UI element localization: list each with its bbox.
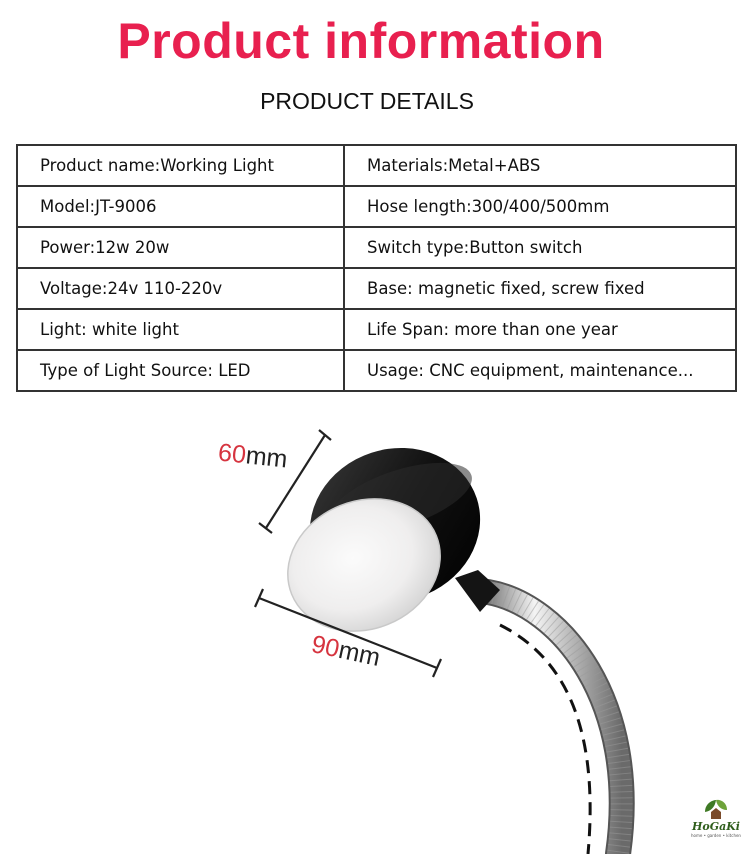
- width-unit: mm: [336, 635, 383, 672]
- height-unit: mm: [244, 441, 289, 474]
- spec-table: [16, 144, 737, 392]
- table-row: [17, 268, 736, 309]
- table-row: [17, 145, 736, 186]
- page-title: Product information: [117, 13, 605, 69]
- spec-cell: Hose length:300/400/500mm: [344, 186, 736, 227]
- spec-cell: Voltage:24v 110-220v: [17, 268, 344, 309]
- work-light-illustration: [0, 400, 750, 854]
- table-row: [17, 350, 736, 391]
- logo-wordmark: HoGaKi: [692, 820, 740, 833]
- width-value: 90: [308, 630, 342, 664]
- spec-cell: Materials:Metal+ABS: [344, 145, 736, 186]
- spec-cell: Type of Light Source: LED: [17, 350, 344, 391]
- spec-cell: Life Span: more than one year: [344, 309, 736, 350]
- section-heading: PRODUCT DETAILS: [260, 88, 474, 114]
- spec-cell: Base: magnetic fixed, screw fixed: [344, 268, 736, 309]
- height-value: 60: [216, 438, 248, 470]
- logo-tagline: home • garden • kitchen: [691, 833, 741, 838]
- leaf-house-icon: [701, 798, 731, 820]
- brand-logo: [688, 798, 744, 848]
- spec-cell: Product name:Working Light: [17, 145, 344, 186]
- spec-cell: Light: white light: [17, 309, 344, 350]
- table-row: [17, 309, 736, 350]
- table-row: [17, 227, 736, 268]
- table-row: [17, 186, 736, 227]
- product-image: [0, 400, 750, 854]
- spec-cell: Switch type:Button switch: [344, 227, 736, 268]
- spec-cell: Power:12w 20w: [17, 227, 344, 268]
- spec-cell: Model:JT-9006: [17, 186, 344, 227]
- spec-cell: Usage: CNC equipment, maintenance...: [344, 350, 736, 391]
